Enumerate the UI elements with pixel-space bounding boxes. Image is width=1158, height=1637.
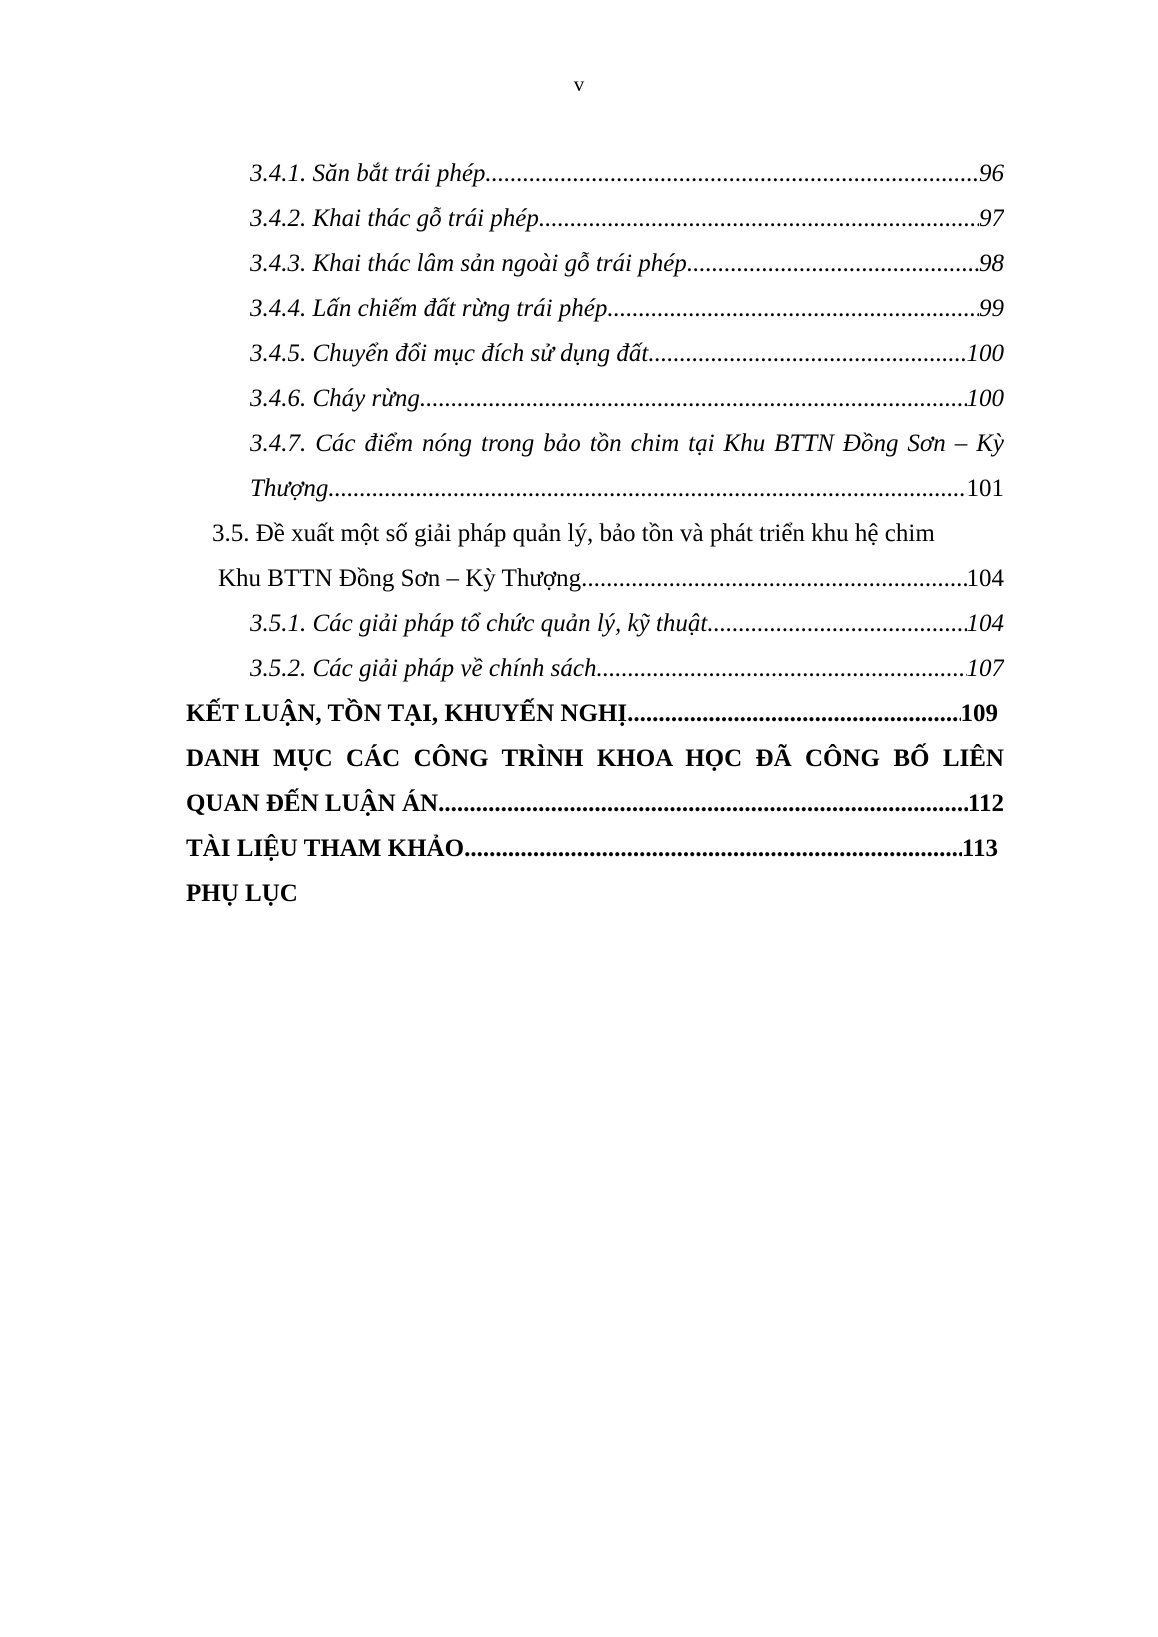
toc-page-number: 104: [966, 565, 1004, 592]
toc-entry-3-4-4[interactable]: [250, 289, 1004, 329]
toc-entry-danh-muc-line2[interactable]: [186, 784, 1004, 824]
toc-entry-3-4-2[interactable]: [250, 199, 1004, 239]
toc-leader-dots: [485, 154, 979, 194]
toc-entry-phu-luc[interactable]: PHỤ LỤC: [186, 880, 298, 907]
toc-entry-title: Khu BTTN Đồng Sơn – Kỳ Thượng: [218, 565, 582, 592]
toc-entry-title: 3.4.1. Săn bắt trái phép: [250, 160, 486, 187]
toc-page-number: 109: [960, 700, 998, 727]
toc-leader-dots: [607, 289, 979, 329]
toc-entry-3-4-3[interactable]: [250, 244, 1004, 284]
toc-entry-3-4-7-line1[interactable]: 3.4.7. Các điểm nóng trong bảo tồn chim tại Khu BTTN Đồng Sơn – Kỳ: [250, 430, 1004, 457]
toc-entry-ket-luan[interactable]: [186, 694, 998, 734]
toc-leader-dots: [687, 244, 979, 284]
toc-entry-title: 3.5.1. Các giải pháp tổ chức quản lý, kỹ thuật: [250, 610, 708, 637]
toc-entry-title: TÀI LIỆU THAM KHẢO: [186, 835, 465, 862]
toc-page-number: 112: [967, 790, 1004, 817]
toc-entry-3-4-1[interactable]: [250, 154, 1004, 194]
toc-leader-dots: [328, 469, 966, 509]
toc-page-number: 107: [966, 655, 1004, 682]
toc-entry-title: 3.4.6. Cháy rừng: [250, 385, 420, 412]
toc-page-number: 96: [979, 160, 1004, 187]
toc-leader-dots: [539, 199, 979, 239]
toc-entry-title: 3.4.3. Khai thác lâm sản ngoài gỗ trái phép: [250, 250, 687, 277]
toc-page-number: 104: [966, 610, 1004, 637]
toc-entry-danh-muc-line1[interactable]: DANH MỤC CÁC CÔNG TRÌNH KHOA HỌC ĐÃ CÔNG BỐ LIÊN: [186, 745, 1004, 772]
toc-entry-3-5-2[interactable]: [250, 649, 1004, 689]
toc-leader-dots: [420, 379, 967, 419]
toc-leader-dots: [438, 784, 968, 824]
toc-leader-dots: [627, 694, 960, 734]
toc-entry-3-4-5[interactable]: [250, 334, 1004, 374]
toc-leader-dots: [581, 559, 966, 599]
toc-entry-tai-lieu[interactable]: [186, 829, 998, 869]
toc-entry-title: 3.4.2. Khai thác gỗ trái phép: [250, 205, 539, 232]
toc-entry-3-5-1[interactable]: [250, 604, 1004, 644]
toc-page-number: 98: [979, 250, 1004, 277]
page-number: v: [573, 72, 585, 96]
toc-leader-dots: [707, 604, 966, 644]
toc-leader-dots: [464, 829, 962, 869]
toc-entry-3-5-line1[interactable]: 3.5. Đề xuất một số giải pháp quản lý, bảo tồn và phát triển khu hệ chim: [212, 520, 935, 547]
toc-entry-3-5-line2[interactable]: [218, 559, 1004, 599]
toc-entry-title: 3.5.2. Các giải pháp về chính sách: [250, 655, 597, 682]
toc-leader-dots: [596, 649, 966, 689]
toc-entry-title: Thượng: [250, 475, 329, 502]
toc-leader-dots: [648, 334, 966, 374]
toc-entry-title: KẾT LUẬN, TỒN TẠI, KHUYẾN NGHỊ: [186, 700, 628, 727]
toc-entry-title: QUAN ĐẾN LUẬN ÁN: [186, 790, 439, 817]
toc-page-number: 101: [966, 475, 1004, 502]
toc-page-number: 97: [979, 205, 1004, 232]
toc-page-number: 100: [966, 340, 1004, 367]
toc-entry-3-4-7-line2[interactable]: [250, 469, 1004, 509]
toc-entry-3-4-6[interactable]: [250, 379, 1004, 419]
toc-page-number: 100: [966, 385, 1004, 412]
toc-page-number: 99: [979, 295, 1004, 322]
toc-page-number: 113: [961, 835, 998, 862]
toc-entry-title: 3.4.4. Lấn chiếm đất rừng trái phép: [250, 295, 608, 322]
toc-entry-title: 3.4.5. Chuyển đổi mục đích sử dụng đất: [250, 340, 649, 367]
